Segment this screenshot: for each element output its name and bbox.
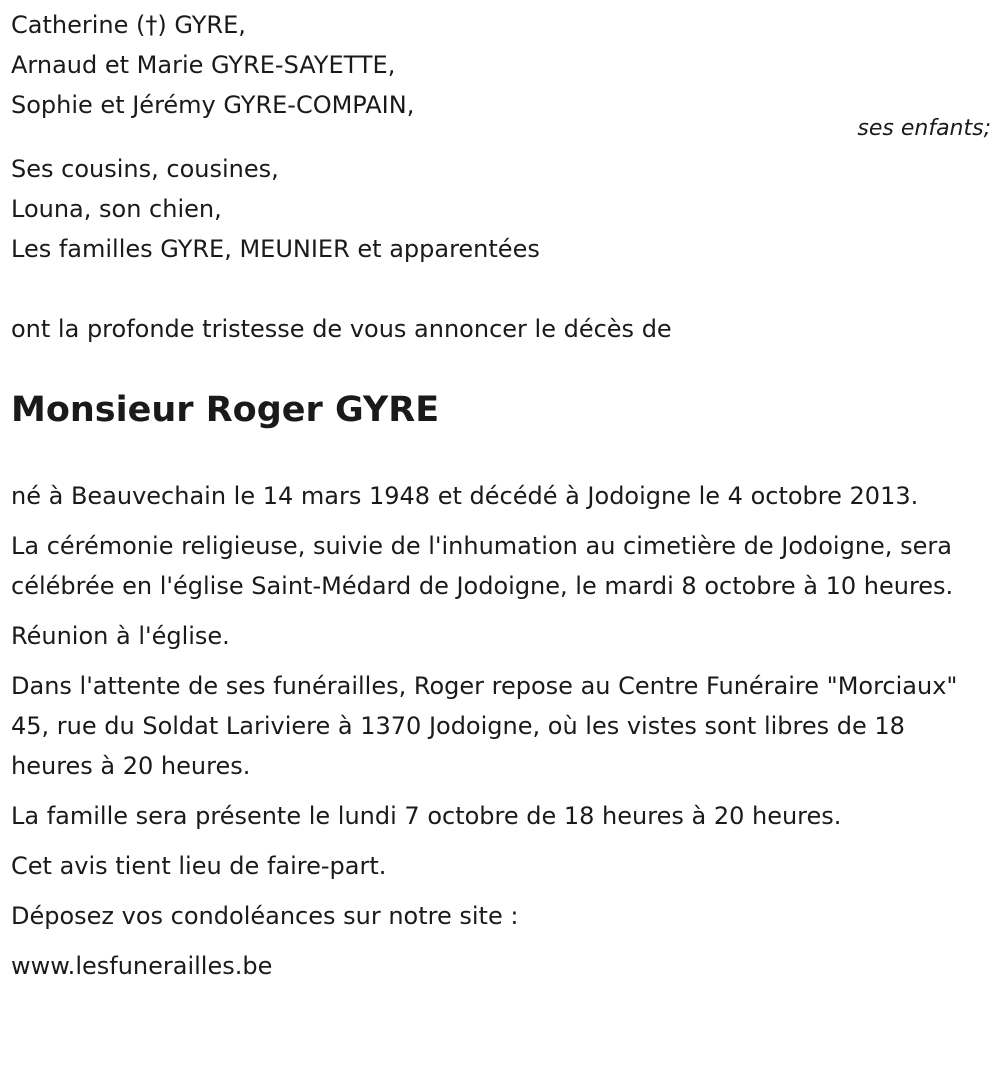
website-link[interactable]: www.lesfunerailles.be [11,952,273,980]
repose-paragraph: Dans l'attente de ses funérailles, Roger repose au Centre Funéraire "Morciaux" 45, rue du Soldat Lariviere à 1370 Jodoigne, où les vistes sont libres de 18 heures à 20 heures. [11,672,958,780]
other-relatives-list [11,149,540,269]
relative-line: Les familles GYRE, MEUNIER et apparentées [11,235,540,263]
child-line: Catherine (†) GYRE, [11,11,246,39]
details-section [11,476,986,996]
deceased-name: Monsieur Roger GYRE [11,390,440,430]
children-role-label: ses enfants; [857,116,991,141]
child-line: Sophie et Jérémy GYRE-COMPAIN, [11,91,415,119]
family-presence-paragraph: La famille sera présente le lundi 7 octobre de 18 heures à 20 heures. [11,802,842,830]
children-list [11,5,414,125]
child-line: Arnaud et Marie GYRE-SAYETTE, [11,51,396,79]
condolences-paragraph: Déposez vos condoléances sur notre site : [11,902,519,930]
ceremony-paragraph: La cérémonie religieuse, suivie de l'inhumation au cimetière de Jodoigne, sera célébrée en l'église Saint-Médard de Jodoigne, le mardi 8 octobre à 10 heures. [11,532,954,600]
gathering-paragraph: Réunion à l'église. [11,622,230,650]
relative-line: Louna, son chien, [11,195,222,223]
announcement-text: ont la profonde tristesse de vous annoncer le décès de [11,315,672,343]
relative-line: Ses cousins, cousines, [11,155,279,183]
birth-death-paragraph: né à Beauvechain le 14 mars 1948 et décédé à Jodoigne le 4 octobre 2013. [11,482,919,510]
notice-paragraph: Cet avis tient lieu de faire-part. [11,852,387,880]
